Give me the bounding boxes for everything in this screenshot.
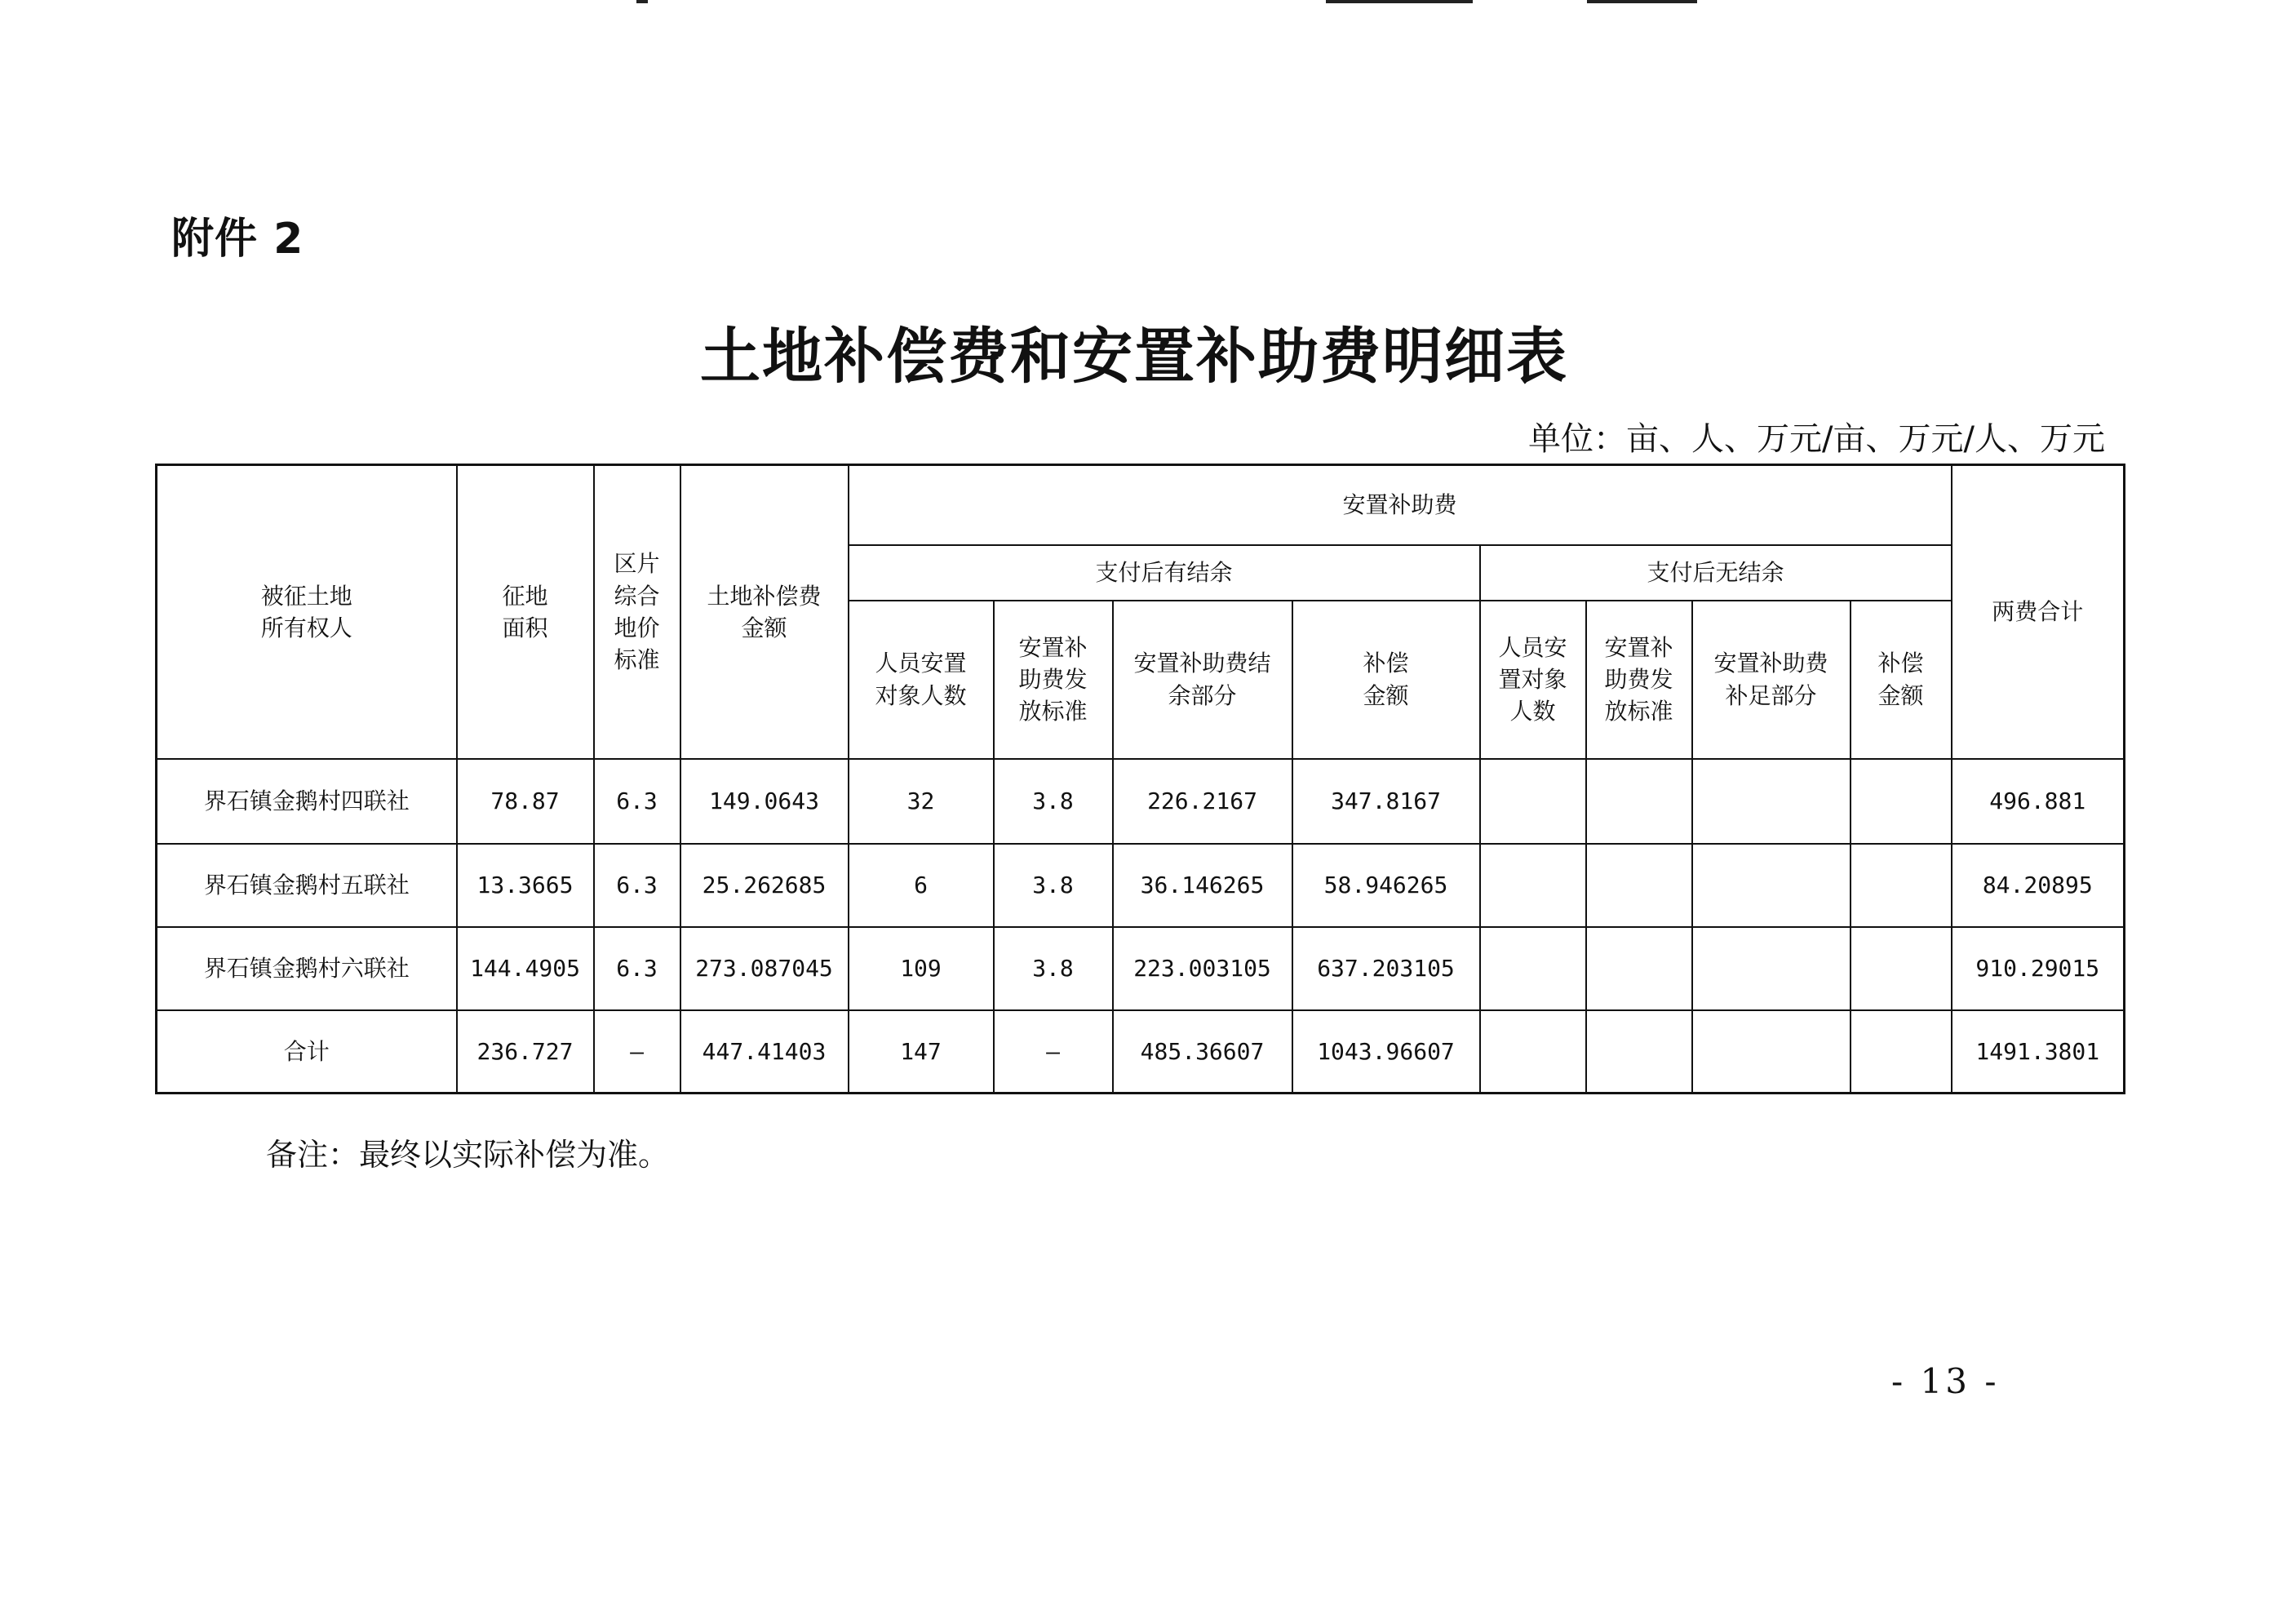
- cell-ws-people: 109: [849, 927, 994, 1010]
- cell-area: 144.4905: [457, 927, 594, 1010]
- cell-ws-people: 147: [849, 1010, 994, 1094]
- header-owner-label: 被征土地 所有权人: [260, 582, 352, 641]
- scan-mark: [1326, 0, 1473, 3]
- header-total-both: [1952, 465, 2125, 759]
- scan-mark: [1587, 0, 1697, 3]
- cell-wo-topup: [1692, 1010, 1851, 1094]
- cell-land-comp: 447.41403: [680, 1010, 849, 1094]
- cell-owner: 界石镇金鹅村六联社: [157, 927, 457, 1010]
- header-wo-topup: [1692, 601, 1851, 759]
- cell-ws-people: 32: [849, 759, 994, 844]
- header-wo-std: [1586, 601, 1692, 759]
- attachment-label: 附件 2: [171, 215, 304, 264]
- header-owner: [157, 465, 457, 759]
- cell-total: 84.20895: [1952, 844, 2125, 927]
- header-ws-surplus-label: 安置补助费结 余部分: [1133, 650, 1271, 709]
- cell-ws-comp: 1043.96607: [1292, 1010, 1480, 1094]
- header-wo-comp-label: 补偿 金额: [1877, 650, 1924, 709]
- cell-price-std: 6.3: [594, 844, 680, 927]
- header-without-surplus: [1480, 545, 1952, 601]
- cell-wo-people: [1480, 927, 1586, 1010]
- table-row-total: [157, 1010, 2125, 1094]
- cell-wo-topup: [1692, 927, 1851, 1010]
- cell-total: 1491.3801: [1952, 1010, 2125, 1094]
- header-wo-std-label: 安置补 助费发 放标准: [1604, 633, 1673, 725]
- cell-owner: 界石镇金鹅村五联社: [157, 844, 457, 927]
- header-ws-comp: [1292, 601, 1480, 759]
- cell-ws-comp: 347.8167: [1292, 759, 1480, 844]
- table-row: [157, 927, 2125, 1010]
- cell-wo-comp: [1851, 927, 1952, 1010]
- cell-land-comp: 25.262685: [680, 844, 849, 927]
- header-ws-std: [994, 601, 1113, 759]
- cell-area: 13.3665: [457, 844, 594, 927]
- cell-ws-people: 6: [849, 844, 994, 927]
- header-wo-people-label: 人员安 置对象 人数: [1498, 633, 1567, 725]
- header-with-surplus: [849, 545, 1480, 601]
- header-price-std-label: 区片 综合 地价 标准: [614, 550, 660, 673]
- header-area-label: 征地 面积: [502, 582, 548, 641]
- cell-price-std: –: [594, 1010, 680, 1094]
- cell-total: 496.881: [1952, 759, 2125, 844]
- header-without-surplus-label: 支付后无结余: [1647, 558, 1784, 586]
- header-total-both-label: 两费合计: [1992, 598, 2084, 626]
- header-row: [157, 465, 2125, 545]
- page-title: 土地补偿费和安置补助费明细表: [700, 322, 1568, 392]
- scan-mark: [636, 0, 648, 3]
- cell-wo-comp: [1851, 1010, 1952, 1094]
- cell-ws-surplus: 36.146265: [1113, 844, 1292, 927]
- cell-wo-people: [1480, 844, 1586, 927]
- cell-ws-surplus: 485.36607: [1113, 1010, 1292, 1094]
- table-row: [157, 844, 2125, 927]
- header-resettle-label: 安置补助费: [1342, 491, 1457, 519]
- cell-ws-std: 3.8: [994, 927, 1113, 1010]
- cell-wo-people: [1480, 759, 1586, 844]
- cell-ws-std: 3.8: [994, 759, 1113, 844]
- header-land-comp-label: 土地补偿费 金额: [707, 582, 822, 641]
- cell-wo-std: [1586, 927, 1692, 1010]
- cell-ws-surplus: 223.003105: [1113, 927, 1292, 1010]
- cell-wo-std: [1586, 759, 1692, 844]
- cell-wo-std: [1586, 844, 1692, 927]
- header-ws-surplus: [1113, 601, 1292, 759]
- cell-price-std: 6.3: [594, 759, 680, 844]
- cell-total: 910.29015: [1952, 927, 2125, 1010]
- header-ws-std-label: 安置补 助费发 放标准: [1018, 633, 1088, 725]
- cell-wo-comp: [1851, 759, 1952, 844]
- cell-wo-topup: [1692, 759, 1851, 844]
- cell-owner: 界石镇金鹅村四联社: [157, 759, 457, 844]
- cell-ws-comp: 58.946265: [1292, 844, 1480, 927]
- cell-ws-surplus: 226.2167: [1113, 759, 1292, 844]
- header-wo-topup-label: 安置补助费 补足部分: [1713, 650, 1828, 709]
- header-with-surplus-label: 支付后有结余: [1095, 558, 1233, 586]
- cell-land-comp: 273.087045: [680, 927, 849, 1010]
- cell-area: 236.727: [457, 1010, 594, 1094]
- header-price-std: [594, 465, 680, 759]
- cell-area: 78.87: [457, 759, 594, 844]
- cell-wo-std: [1586, 1010, 1692, 1094]
- header-ws-comp-label: 补偿 金额: [1363, 650, 1409, 709]
- unit-label: 单位：亩、人、万元/亩、万元/人、万元: [1528, 420, 2105, 458]
- cell-price-std: 6.3: [594, 927, 680, 1010]
- header-ws-people-label: 人员安置 对象人数: [875, 650, 967, 709]
- compensation-table: [155, 464, 2125, 1094]
- cell-wo-comp: [1851, 844, 1952, 927]
- header-wo-people: [1480, 601, 1586, 759]
- cell-wo-people: [1480, 1010, 1586, 1094]
- header-wo-comp: [1851, 601, 1952, 759]
- cell-ws-std: 3.8: [994, 844, 1113, 927]
- header-land-comp: [680, 465, 849, 759]
- table-row: [157, 759, 2125, 844]
- cell-ws-std: –: [994, 1010, 1113, 1094]
- page-number: - 13 -: [1891, 1361, 2000, 1401]
- cell-owner: 合计: [157, 1010, 457, 1094]
- cell-ws-comp: 637.203105: [1292, 927, 1480, 1010]
- header-area: [457, 465, 594, 759]
- header-ws-people: [849, 601, 994, 759]
- cell-land-comp: 149.0643: [680, 759, 849, 844]
- cell-wo-topup: [1692, 844, 1851, 927]
- footnote: 备注：最终以实际补偿为准。: [266, 1137, 670, 1173]
- header-resettle: [849, 465, 1952, 545]
